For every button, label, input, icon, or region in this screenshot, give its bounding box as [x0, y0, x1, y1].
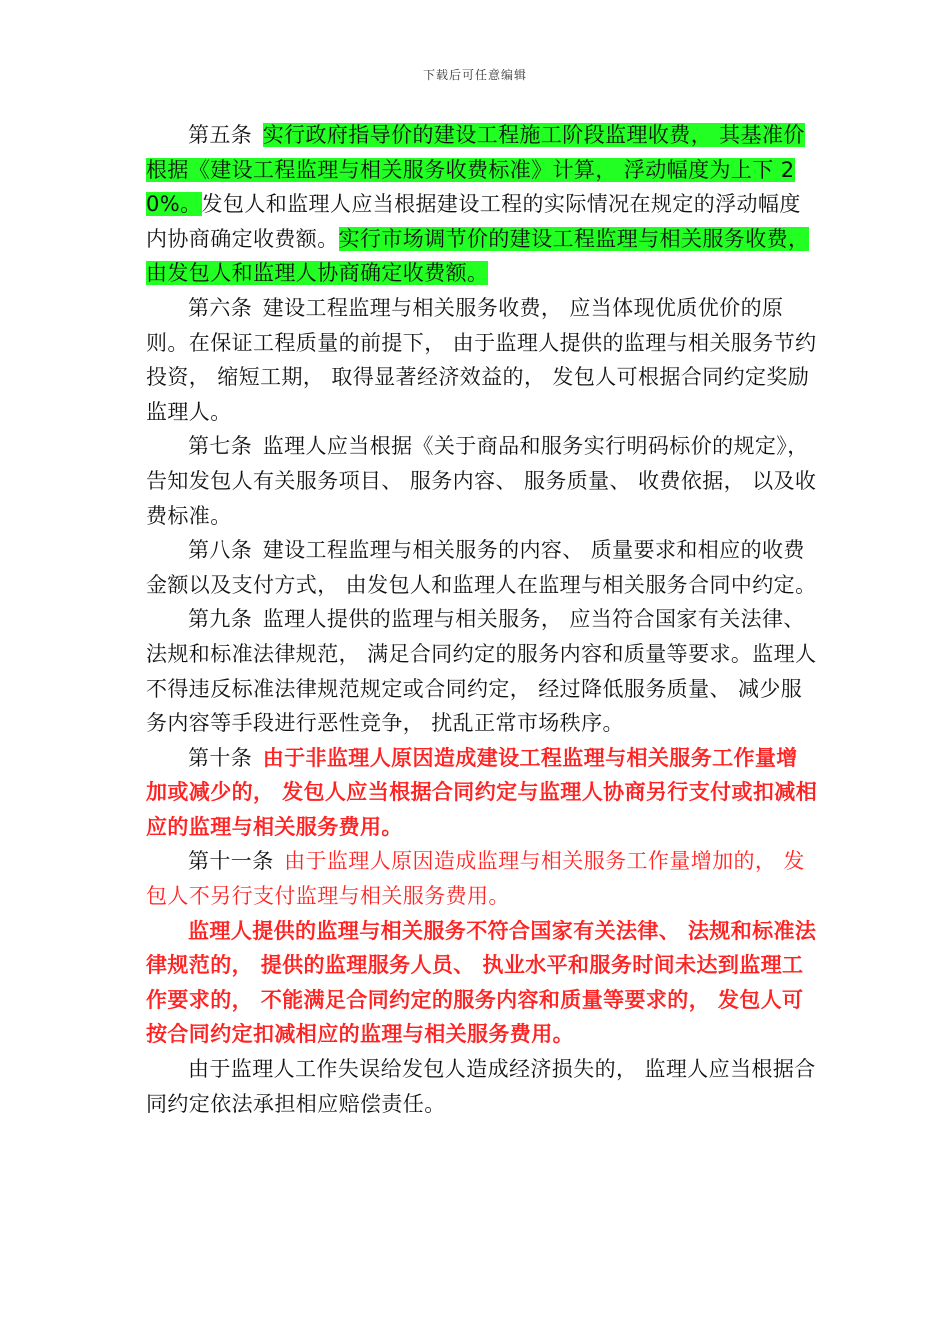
- article-9: [146, 602, 818, 740]
- article-11: [146, 844, 818, 913]
- article-5-label: 第五条: [188, 123, 253, 147]
- article-10: [146, 741, 818, 845]
- article-8: [146, 533, 818, 602]
- article-6-label: 第六条: [188, 295, 253, 320]
- article-8-text: 建设工程监理与相关服务的内容、 质量要求和相应的收费金额以及支付方式， 由发包人和监理人在监理与相关服务合同中约定。: [146, 538, 817, 597]
- article-11-text: 由于监理人原因造成监理与相关服务工作量增加的， 发包人不另行支付监理与相关服务费用。: [146, 849, 805, 909]
- article-5: [146, 118, 818, 291]
- article-11-label: 第十一条: [188, 849, 274, 874]
- paragraph-compensation: 由于监理人工作失误给发包人造成经济损失的， 监理人应当根据合同约定依法承担相应赔偿责任。: [146, 1057, 816, 1116]
- paragraph-fee-deduction: 监理人提供的监理与相关服务不符合国家有关法律、 法规和标准法律规范的， 提供的监理服务人员、 执业水平和服务时间未达到监理工作要求的， 不能满足合同约定的服务内容和质量等要求的， 发包人可按合同约定扣减相应的监理与相关服务费用。: [146, 918, 817, 1047]
- article-5-text: 发包人和监理人应当根据建设工程的实际情况在规定的浮动幅度内协商确定收费额。: [146, 192, 801, 251]
- article-7: [146, 429, 818, 533]
- article-8-label: 第八条: [188, 538, 253, 563]
- document-body: [146, 118, 818, 1121]
- article-5-highlight-1: 实行政府指导价的建设工程施工阶段监理收费， 其基准价根据《建设工程监理与相关服务收费标准》计算， 浮动幅度为上下 20%。: [146, 123, 805, 217]
- article-5-highlight-2: 实行市场调节价的建设工程监理与相关服务收费， 由发包人和监理人协商确定收费额。: [146, 226, 810, 286]
- article-10-text: 由于非监理人原因造成建设工程监理与相关服务工作量增加或减少的， 发包人应当根据合同约定与监理人协商另行支付或扣减相应的监理与相关服务费用。: [146, 745, 818, 839]
- article-9-label: 第九条: [188, 607, 253, 632]
- article-6: [146, 291, 818, 429]
- article-6-text: 建设工程监理与相关服务收费， 应当体现优质优价的原则。在保证工程质量的前提下， 由于监理人提供的监理与相关服务节约投资， 缩短工期， 取得显著经济效益的， 发包人可根据合同约定奖励监理人。: [146, 295, 817, 424]
- article-9-text: 监理人提供的监理与相关服务， 应当符合国家有关法律、 法规和标准法律规范， 满足合同约定的服务内容和质量等要求。监理人不得违反标准法律规范规定或合同约定， 经过降低服务质量、 减少服务内容等手段进行恶性竞争， 扰乱正常市场秩序。: [146, 607, 817, 736]
- article-10-label: 第十条: [188, 745, 253, 770]
- article-7-label: 第七条: [188, 434, 253, 459]
- page-header: 下载后可任意编辑: [422, 68, 527, 82]
- article-7-text: 监理人应当根据《关于商品和服务实行明码标价的规定》， 告知发包人有关服务项目、 服务内容、 服务质量、 收费依据， 以及收费标准。: [146, 434, 817, 528]
